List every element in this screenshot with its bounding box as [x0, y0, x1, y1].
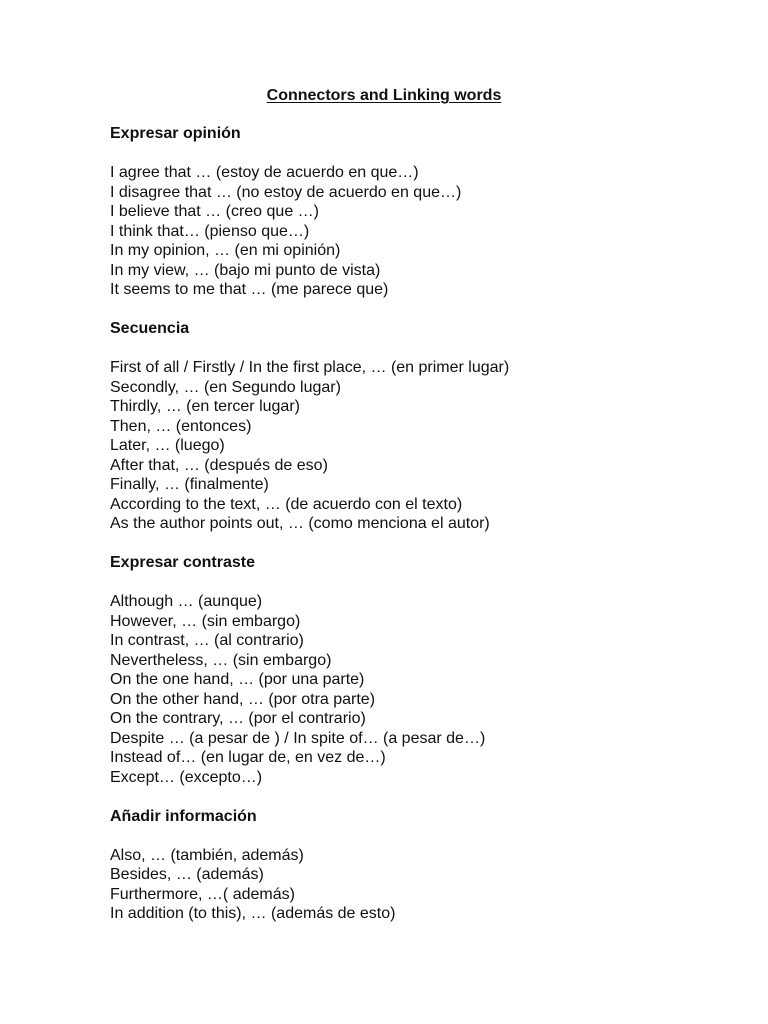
phrase-item: Instead of… (en lugar de, en vez de…) [110, 749, 386, 766]
phrase-item: However, … (sin embargo) [110, 612, 301, 630]
phrase-item: I believe that … (creo que …) [110, 203, 319, 220]
phrase-item: After that, … (después de eso) [110, 456, 328, 474]
section-heading: Añadir información [110, 807, 257, 825]
phrase-item: Then, … (entonces) [110, 417, 252, 435]
section-anadir-informacion [110, 807, 730, 924]
section-heading: Secuencia [110, 320, 190, 337]
phrase-item: In my opinion, … (en mi opinión) [110, 242, 341, 259]
phrase-item: I think that… (pienso que…) [110, 222, 310, 240]
phrase-item: Although … (aunque) [110, 593, 263, 610]
phrase-item: According to the text, … (de acuerdo con el texto) [110, 495, 463, 513]
section-expresar-opinion [110, 124, 730, 300]
phrase-list [110, 358, 730, 534]
document-title: Connectors and Linking words [266, 87, 502, 104]
document-body [110, 124, 730, 943]
phrase-item: On the contrary, … (por el contrario) [110, 710, 366, 727]
phrase-item: In addition (to this), … (además de esto) [110, 905, 396, 922]
phrase-item: As the author points out, … (como menciona el autor) [110, 515, 490, 532]
phrase-item: Thirdly, … (en tercer lugar) [110, 398, 300, 415]
phrase-list [110, 592, 730, 787]
section-heading: Expresar contraste [110, 554, 255, 571]
phrase-item: Furthermore, …( además) [110, 885, 295, 903]
phrase-item: First of all / Firstly / In the first place, … (en primer lugar) [110, 359, 510, 376]
phrase-item: Besides, … (además) [110, 866, 264, 883]
phrase-item: Secondly, … (en Segundo lugar) [110, 378, 341, 396]
phrase-item: Nevertheless, … (sin embargo) [110, 651, 332, 669]
phrase-list [110, 163, 730, 300]
phrase-item: On the one hand, … (por una parte) [110, 671, 365, 688]
section-secuencia [110, 319, 730, 534]
phrase-item: I disagree that … (no estoy de acuerdo en que…) [110, 183, 462, 201]
phrase-list [110, 846, 730, 924]
phrase-item: Finally, … (finalmente) [110, 476, 269, 493]
section-expresar-contraste [110, 553, 730, 787]
phrase-item: On the other hand, … (por otra parte) [110, 690, 376, 708]
section-heading: Expresar opinión [110, 125, 241, 142]
phrase-item: Despite … (a pesar de ) / In spite of… (a pesar de…) [110, 729, 486, 747]
phrase-item: Also, … (también, además) [110, 846, 304, 864]
phrase-item: Except… (excepto…) [110, 768, 263, 786]
phrase-item: I agree that … (estoy de acuerdo en que…) [110, 164, 419, 181]
phrase-item: Later, … (luego) [110, 437, 225, 454]
phrase-item: In my view, … (bajo mi punto de vista) [110, 261, 381, 279]
phrase-item: In contrast, … (al contrario) [110, 632, 304, 649]
phrase-item: It seems to me that … (me parece que) [110, 281, 389, 298]
